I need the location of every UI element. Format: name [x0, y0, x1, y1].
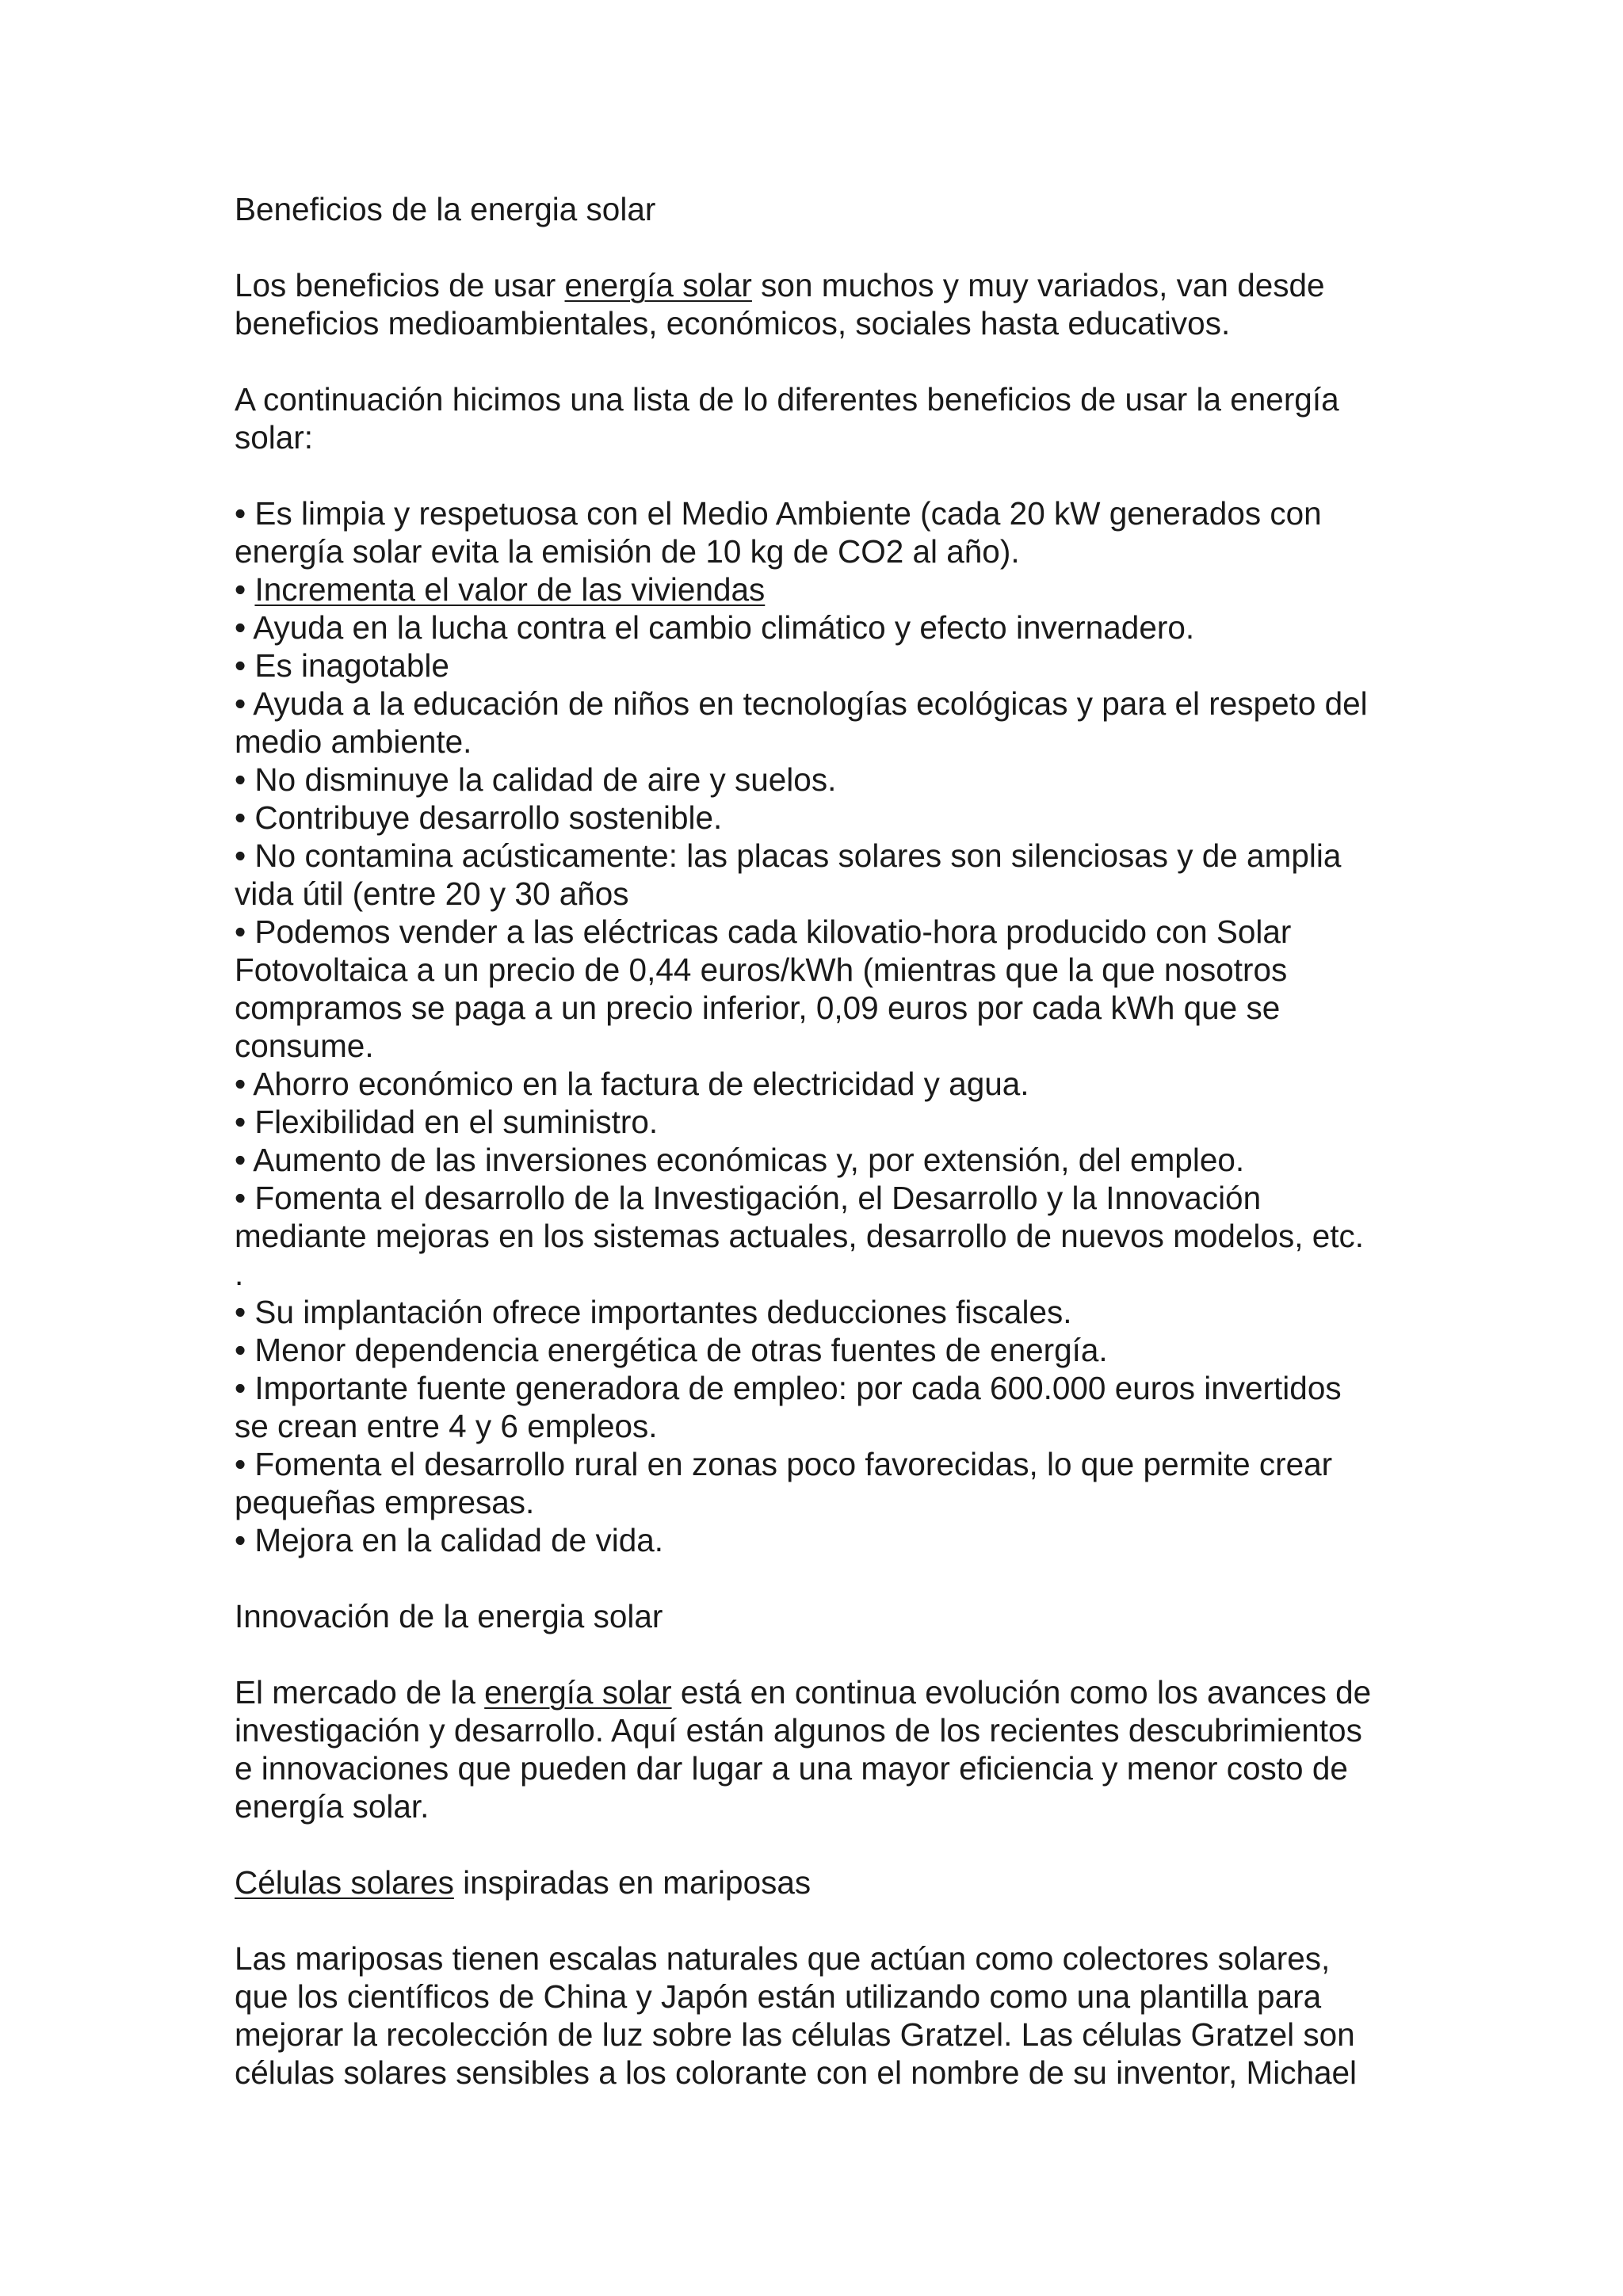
innovation-line	[235, 1673, 1423, 1711]
list-item-continuation: energía solar evita la emisión de 10 kg de CO2 al año).	[235, 533, 1020, 570]
section-heading-innovation: Innovación de la energia solar	[235, 1598, 663, 1634]
section-heading-benefits: Beneficios de la energia solar	[235, 191, 656, 227]
list-item-continuation: vida útil (entre 20 y 30 años	[235, 875, 629, 912]
innovation-line: energía solar.	[235, 1788, 430, 1825]
housing-value-link[interactable]: Incrementa el valor de las viviendas	[254, 571, 766, 608]
paragraph-spacer	[235, 342, 1423, 380]
list-item: • Su implantación ofrece importantes deducciones fiscales.	[235, 1294, 1072, 1330]
paragraph-spacer	[235, 1559, 1423, 1597]
list-item	[235, 570, 1423, 608]
butterflies-paragraph	[235, 1939, 1423, 2092]
list-item: • Menor dependencia energética de otras fuentes de energía.	[235, 1332, 1108, 1368]
list-intro-line: A continuación hicimos una lista de lo diferentes beneficios de usar la energía	[235, 381, 1339, 418]
paragraph-spacer	[235, 456, 1423, 494]
butterflies-line: Las mariposas tienen escalas naturales que actúan como colectores solares,	[235, 1940, 1331, 1977]
paragraph-spacer	[235, 1901, 1423, 1939]
solar-energy-link[interactable]: energía solar	[564, 267, 752, 303]
list-item: • Fomenta el desarrollo de la Investigación, el Desarrollo y la Innovación	[235, 1180, 1262, 1216]
paragraph-spacer	[235, 1825, 1423, 1863]
list-item: • Es inagotable	[235, 647, 449, 684]
innovation-text: El mercado de la	[235, 1674, 485, 1711]
innovation-paragraph	[235, 1673, 1423, 1825]
butterflies-line: mejorar la recolección de luz sobre las células Gratzel. Las células Gratzel son	[235, 2016, 1355, 2053]
paragraph-spacer	[235, 228, 1423, 266]
intro-paragraph	[235, 266, 1423, 342]
intro-text: Los beneficios de usar	[235, 267, 565, 303]
butterflies-line: que los científicos de China y Japón están utilizando como una plantilla para	[235, 1978, 1322, 2015]
list-item: • No disminuye la calidad de aire y suelos.	[235, 761, 837, 798]
benefits-list	[235, 494, 1423, 1559]
list-item: • Aumento de las inversiones económicas y, por extensión, del empleo.	[235, 1142, 1245, 1178]
innovation-line: e innovaciones que pueden dar lugar a una mayor eficiencia y menor costo de	[235, 1750, 1348, 1787]
paragraph-spacer	[235, 1635, 1423, 1673]
list-item: • Ayuda en la lucha contra el cambio climático y efecto invernadero.	[235, 609, 1195, 646]
list-item-continuation: .	[235, 1256, 244, 1292]
bullet-glyph: •	[235, 571, 255, 608]
document-page	[235, 190, 1423, 2092]
list-item-continuation: pequeñas empresas.	[235, 1484, 535, 1520]
list-item: • Ahorro económico en la factura de electricidad y agua.	[235, 1066, 1029, 1102]
list-item: • Importante fuente generadora de empleo: por cada 600.000 euros invertidos	[235, 1370, 1342, 1406]
solar-energy-link[interactable]: energía solar	[484, 1674, 672, 1711]
list-item-continuation: mediante mejoras en los sistemas actuales, desarrollo de nuevos modelos, etc.	[235, 1218, 1364, 1254]
intro-text: son muchos y muy variados, van desde	[751, 267, 1325, 303]
section-heading-butterfly-cells	[235, 1863, 1423, 1901]
intro-line: beneficios medioambientales, económicos, sociales hasta educativos.	[235, 305, 1231, 341]
list-item-continuation: medio ambiente.	[235, 723, 472, 760]
list-item-continuation: Fotovoltaica a un precio de 0,44 euros/kWh (mientras que la que nosotros	[235, 952, 1288, 988]
list-intro-line: solar:	[235, 419, 314, 456]
innovation-line: investigación y desarrollo. Aquí están algunos de los recientes descubrimientos	[235, 1712, 1362, 1749]
list-item: • No contamina acústicamente: las placas solares son silenciosas y de amplia	[235, 837, 1342, 874]
list-intro-paragraph	[235, 380, 1423, 456]
solar-cells-link[interactable]: Células solares	[235, 1864, 454, 1901]
innovation-text: está en continua evolución como los avances de	[671, 1674, 1372, 1711]
list-item-continuation: consume.	[235, 1028, 374, 1064]
list-item: • Contribuye desarrollo sostenible.	[235, 799, 723, 836]
intro-line	[235, 266, 1423, 304]
list-item: • Podemos vender a las eléctricas cada kilovatio-hora producido con Solar	[235, 913, 1292, 950]
list-item: • Mejora en la calidad de vida.	[235, 1522, 663, 1558]
list-item-continuation: se crean entre 4 y 6 empleos.	[235, 1408, 658, 1444]
heading-text: inspiradas en mariposas	[453, 1864, 812, 1901]
list-item: • Flexibilidad en el suministro.	[235, 1104, 659, 1140]
list-item: • Fomenta el desarrollo rural en zonas poco favorecidas, lo que permite crear	[235, 1446, 1333, 1482]
list-item-continuation: compramos se paga a un precio inferior, 0,09 euros por cada kWh que se	[235, 990, 1281, 1026]
list-item: • Ayuda a la educación de niños en tecnologías ecológicas y para el respeto del	[235, 685, 1368, 722]
butterflies-line: células solares sensibles a los colorante con el nombre de su inventor, Michael	[235, 2054, 1358, 2091]
list-item: • Es limpia y respetuosa con el Medio Ambiente (cada 20 kW generados con	[235, 495, 1322, 532]
